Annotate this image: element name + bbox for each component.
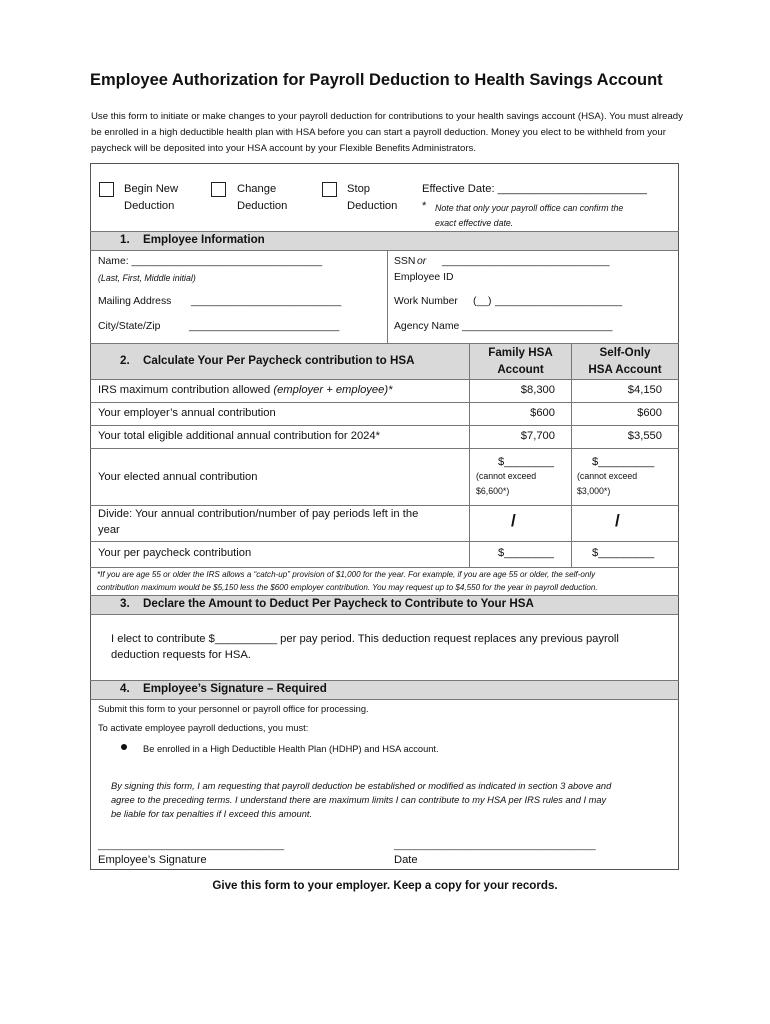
legal-line-1: By signing this form, I am requesting that payroll deduction be established or modified as indicated in section 3 above and [111,781,612,791]
stop-checkbox[interactable] [322,182,337,197]
rule [90,425,679,426]
activate-instruction: To activate employee payroll deductions, you must: [98,723,309,733]
row-employer-contribution: Your employer’s annual contribution [98,407,276,419]
divide-family-symbol: / [511,511,516,530]
rule [90,379,679,380]
row-irs-max-italic: (employer + employee)* [273,384,393,396]
change-label-1: Change [237,183,277,195]
rule [90,250,679,251]
family-column-header-1: Family HSA [488,346,553,359]
elect-contribute-line-1[interactable]: I elect to contribute $__________ per pay period. This deduction request replaces any previous payroll [111,633,619,645]
divide-self-symbol: / [615,511,620,530]
per-paycheck-label: Your per paycheck contribution [98,547,252,559]
name-hint: (Last, First, Middle initial) [98,273,196,283]
employee-id-label: Employee ID [394,272,454,283]
employer-self: $600 [637,407,662,419]
work-number-field[interactable]: ______________________ [495,296,623,307]
section1-title: Employee Information [143,233,265,246]
row-eligible-additional: Your total eligible additional annual contribution for 2024* [98,430,380,442]
rule [90,614,679,615]
irs-max-self: $4,150 [627,384,662,396]
ssn-label: SSN [394,256,416,267]
date-label: Date [394,854,418,866]
name-field[interactable]: Name: _________________________________ [98,256,323,267]
family-column-header-2: Account [497,363,544,376]
self-column-header-2: HSA Account [588,363,662,376]
hdhp-requirement: Be enrolled in a High Deductible Health Plan (HDHP) and HSA account. [143,744,439,754]
ssn-or: or [417,256,427,267]
column-divider [571,343,572,567]
section2-number: 2. [120,354,130,367]
legal-line-2: agree to the preceding terms. I understand there are maximum limits I can contribute to my HSA per IRS rules and I may [111,795,607,805]
city-state-zip-label: City/State/Zip [98,321,161,332]
work-area-code[interactable]: (__) [473,296,492,307]
city-state-zip-field[interactable]: __________________________ [189,321,340,332]
elected-family-field[interactable]: $________ [498,456,554,468]
elected-family-note-2: $6,600*) [476,486,510,496]
row-irs-max-label: IRS maximum contribution allowed [98,384,271,396]
submit-instruction: Submit this form to your personnel or payroll office for processing. [98,704,369,714]
stop-label-1: Stop [347,183,371,195]
rule [90,541,679,542]
rule [90,448,679,449]
intro-paragraph: Use this form to initiate or make changes to your payroll deduction for contributions to your health savings account (HSA). You must already be enrolled in a high deductible health plan with HSA before you can start a payroll deduction. Money you elect to be withheld from your paycheck will be deposited into your HSA account by your Flexible Benefits Administrators. [91,111,683,154]
elected-family-note-1: (cannot exceed [476,471,537,481]
section2-title: Calculate Your Per Paycheck contribution to HSA [143,354,415,367]
column-divider [469,343,470,567]
section4-number: 4. [120,682,130,695]
note-asterisk: * [422,200,427,212]
elected-self-note-1: (cannot exceed [577,471,638,481]
elected-self-field[interactable]: $_________ [592,456,655,468]
rule [90,505,679,506]
begin-new-label-1: Begin New [124,183,179,195]
footnote-line-1: *If you are age 55 or older the IRS allows a “catch-up” provision of $1,000 for the year. For example, if you are age 55 or older, the self-only [97,570,596,579]
ssn-field[interactable]: _____________________________ [442,256,610,267]
form-title: Employee Authorization for Payroll Deduction to Health Savings Account [90,71,663,89]
elected-self-note-2: $3,000*) [577,486,611,496]
irs-max-family: $8,300 [520,384,555,396]
section1-number: 1. [120,233,130,246]
signature-line[interactable]: ____________________________________ [98,840,285,850]
effective-date-field[interactable]: Effective Date: ________________________ [422,183,647,195]
section3-number: 3. [120,597,130,610]
rule [90,402,679,403]
agency-name-field[interactable]: Agency Name __________________________ [394,321,613,332]
change-checkbox[interactable] [211,182,226,197]
divide-line-1: Divide: Your annual contribution/number of pay periods left in the [98,508,419,520]
footer-instruction: Give this form to your employer. Keep a copy for your records. [212,879,558,892]
per-paycheck-family-field[interactable]: $________ [498,547,554,559]
section3-title: Declare the Amount to Deduct Per Paycheck to Contribute to Your HSA [143,597,534,610]
begin-new-checkbox[interactable] [99,182,114,197]
elect-contribute-line-2: deduction requests for HSA. [111,649,251,661]
rule [90,699,679,700]
date-line[interactable]: _______________________________________ [394,840,596,850]
note-line-1: Note that only your payroll office can confirm the [435,203,624,213]
mailing-address-field[interactable]: __________________________ [191,296,342,307]
eligible-family: $7,700 [520,430,555,442]
mailing-address-label: Mailing Address [98,296,172,307]
bullet-icon [121,744,127,750]
row-irs-max [98,384,392,396]
footnote-line-2: contribution maximum would be $5,150 less the $600 employer contribution. You may request up to $4,550 for the year in payroll deduction. [97,583,598,592]
change-label-2: Deduction [237,200,288,212]
legal-line-3: be liable for tax penalties if I exceed this amount. [111,809,313,819]
work-number-label: Work Number [394,296,458,307]
per-paycheck-self-field[interactable]: $_________ [592,547,655,559]
eligible-self: $3,550 [627,430,662,442]
employer-family: $600 [530,407,555,419]
self-column-header-1: Self-Only [599,346,651,359]
begin-new-label-2: Deduction [124,200,175,212]
stop-label-2: Deduction [347,200,398,212]
divide-line-2: year [98,524,120,536]
rule [90,567,679,568]
column-divider [387,250,388,343]
section4-title: Employee’s Signature – Required [143,682,327,695]
signature-label: Employee’s Signature [98,854,207,866]
elected-label: Your elected annual contribution [98,471,258,483]
note-line-2: exact effective date. [435,218,514,228]
